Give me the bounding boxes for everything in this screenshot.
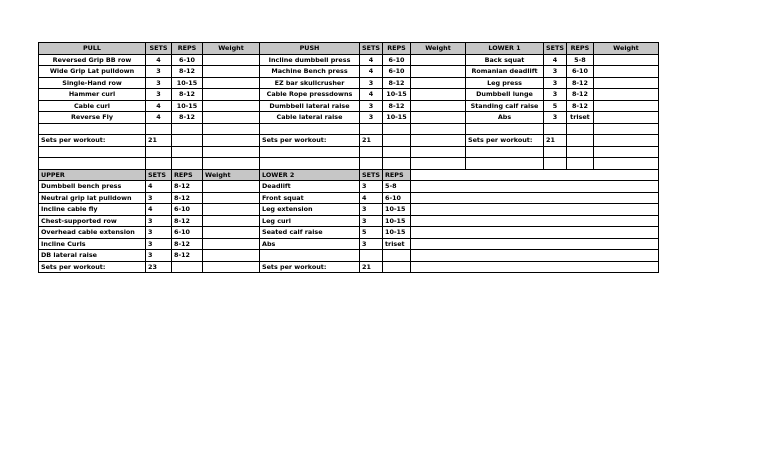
- workout-grid: [38, 42, 659, 273]
- reps-header[interactable]: REPS: [172, 43, 203, 55]
- lower1-exercise-name[interactable]: Abs: [466, 112, 544, 124]
- push-exercise-name[interactable]: Incline dumbbell press: [260, 54, 360, 66]
- empty-row: [39, 146, 659, 158]
- push-exercise-sets[interactable]: 3: [360, 100, 383, 112]
- lower1-exercise-name[interactable]: Leg press: [466, 77, 544, 89]
- blank-area: [411, 181, 659, 193]
- empty-cell[interactable]: [593, 123, 658, 135]
- push-exercise-reps[interactable]: 10-15: [383, 112, 411, 124]
- lower2-exercise-sets[interactable]: 4: [360, 192, 383, 204]
- empty-cell[interactable]: [260, 123, 360, 135]
- push-exercise-sets[interactable]: 4: [360, 66, 383, 78]
- weight-header[interactable]: Weight: [593, 43, 658, 55]
- push-exercise-weight[interactable]: [411, 100, 466, 112]
- exercise-row: [39, 100, 659, 112]
- lower1-header[interactable]: LOWER 1: [466, 43, 544, 55]
- exercise-row: [39, 238, 659, 250]
- pull-total-label[interactable]: Sets per workout:: [39, 135, 146, 147]
- lower1-exercise-weight[interactable]: [593, 66, 658, 78]
- lower1-exercise-sets[interactable]: 5: [544, 100, 567, 112]
- empty-cell[interactable]: [466, 123, 544, 135]
- pull-exercise-sets[interactable]: 4: [146, 54, 172, 66]
- empty-cell[interactable]: [172, 135, 203, 147]
- lower2-exercise-name[interactable]: Leg curl: [260, 215, 360, 227]
- lower1-exercise-reps[interactable]: 8-12: [566, 100, 593, 112]
- empty-cell[interactable]: [172, 158, 203, 170]
- empty-cell[interactable]: [260, 158, 360, 170]
- upper-exercise-name[interactable]: DB lateral raise: [39, 250, 146, 262]
- lower2-exercise-name[interactable]: Seated calf raise: [260, 227, 360, 239]
- exercise-row: [39, 54, 659, 66]
- exercise-row: [39, 112, 659, 124]
- weight-header[interactable]: Weight: [411, 43, 466, 55]
- upper-exercise-weight[interactable]: [203, 238, 260, 250]
- lower2-exercise-sets[interactable]: 5: [360, 227, 383, 239]
- push-exercise-sets[interactable]: 3: [360, 112, 383, 124]
- empty-cell[interactable]: [593, 146, 658, 158]
- pull-exercise-sets[interactable]: 3: [146, 89, 172, 101]
- lower1-exercise-weight[interactable]: [593, 77, 658, 89]
- empty-cell[interactable]: [203, 158, 260, 170]
- empty-row: [39, 158, 659, 170]
- blank-area: [411, 250, 659, 262]
- lower2-exercise-reps[interactable]: 10-15: [383, 227, 411, 239]
- empty-cell[interactable]: [544, 146, 567, 158]
- upper-exercise-weight[interactable]: [203, 215, 260, 227]
- upper-total-sets[interactable]: 23: [146, 261, 172, 273]
- push-exercise-name[interactable]: Cable lateral raise: [260, 112, 360, 124]
- lower1-exercise-reps[interactable]: 8-12: [566, 89, 593, 101]
- upper-exercise-weight[interactable]: [203, 204, 260, 216]
- lower1-exercise-weight[interactable]: [593, 100, 658, 112]
- push-exercise-weight[interactable]: [411, 89, 466, 101]
- pull-exercise-name[interactable]: Wide Grip Lat pulldown: [39, 66, 146, 78]
- upper-exercise-sets[interactable]: 3: [146, 227, 172, 239]
- lower1-exercise-sets[interactable]: 4: [544, 54, 567, 66]
- push-exercise-reps[interactable]: 6-10: [383, 66, 411, 78]
- blank-area: [411, 227, 659, 239]
- lower1-exercise-sets[interactable]: 3: [544, 77, 567, 89]
- empty-cell[interactable]: [383, 135, 411, 147]
- lower2-exercise-reps[interactable]: 10-15: [383, 204, 411, 216]
- lower2-total-label[interactable]: Sets per workout:: [260, 261, 360, 273]
- upper-header[interactable]: UPPER: [39, 169, 146, 181]
- upper-exercise-reps[interactable]: 8-12: [172, 238, 203, 250]
- lower2-exercise-reps[interactable]: 5-8: [383, 181, 411, 193]
- exercise-row: [39, 215, 659, 227]
- blank-area: [411, 261, 659, 273]
- empty-cell[interactable]: [411, 146, 466, 158]
- empty-cell[interactable]: [360, 158, 383, 170]
- lower2-total-sets[interactable]: 21: [360, 261, 383, 273]
- pull-exercise-reps[interactable]: 8-12: [172, 112, 203, 124]
- push-exercise-weight[interactable]: [411, 77, 466, 89]
- reps-header[interactable]: REPS: [566, 43, 593, 55]
- empty-cell[interactable]: [383, 146, 411, 158]
- push-header[interactable]: PUSH: [260, 43, 360, 55]
- upper-exercise-name[interactable]: Incline Curls: [39, 238, 146, 250]
- exercise-row: [39, 250, 659, 262]
- empty-cell[interactable]: [172, 146, 203, 158]
- lower2-exercise-name[interactable]: Deadlift: [260, 181, 360, 193]
- lower1-exercise-name[interactable]: Romanian deadlift: [466, 66, 544, 78]
- lower1-exercise-sets[interactable]: 3: [544, 89, 567, 101]
- pull-exercise-weight[interactable]: [203, 54, 260, 66]
- header-row-bottom: [39, 169, 659, 181]
- lower1-exercise-sets[interactable]: 3: [544, 112, 567, 124]
- lower1-exercise-name[interactable]: Back squat: [466, 54, 544, 66]
- lower2-exercise-sets[interactable]: 3: [360, 215, 383, 227]
- lower1-exercise-weight[interactable]: [593, 89, 658, 101]
- upper-exercise-name[interactable]: Overhead cable extension: [39, 227, 146, 239]
- weight-header[interactable]: Weight: [203, 43, 260, 55]
- lower1-exercise-reps[interactable]: 8-12: [566, 77, 593, 89]
- empty-row: [39, 123, 659, 135]
- pull-total-sets[interactable]: 21: [146, 135, 172, 147]
- empty-cell[interactable]: [203, 261, 260, 273]
- empty-cell[interactable]: [593, 135, 658, 147]
- upper-total-label[interactable]: Sets per workout:: [39, 261, 146, 273]
- pull-exercise-name[interactable]: Reverse Fly: [39, 112, 146, 124]
- lower1-exercise-reps[interactable]: 6-10: [566, 66, 593, 78]
- push-exercise-sets[interactable]: 3: [360, 77, 383, 89]
- exercise-row: [39, 77, 659, 89]
- push-exercise-sets[interactable]: 4: [360, 89, 383, 101]
- empty-cell[interactable]: [146, 123, 172, 135]
- pull-exercise-sets[interactable]: 4: [146, 112, 172, 124]
- exercise-row: [39, 89, 659, 101]
- lower2-exercise-reps[interactable]: triset: [383, 238, 411, 250]
- sets-header[interactable]: SETS: [360, 43, 383, 55]
- lower2-exercise-sets[interactable]: 3: [360, 238, 383, 250]
- empty-cell[interactable]: [383, 250, 411, 262]
- pull-exercise-reps[interactable]: 10-15: [172, 77, 203, 89]
- exercise-row: [39, 66, 659, 78]
- exercise-row: [39, 204, 659, 216]
- pull-exercise-reps[interactable]: 8-12: [172, 89, 203, 101]
- upper-exercise-reps[interactable]: 6-10: [172, 227, 203, 239]
- lower1-exercise-name[interactable]: Dumbbell lunge: [466, 89, 544, 101]
- lower1-total-sets[interactable]: 21: [544, 135, 567, 147]
- push-exercise-reps[interactable]: 8-12: [383, 100, 411, 112]
- upper-exercise-reps[interactable]: 8-12: [172, 250, 203, 262]
- upper-exercise-name[interactable]: Chest-supported row: [39, 215, 146, 227]
- pull-exercise-name[interactable]: Single-Hand row: [39, 77, 146, 89]
- empty-cell[interactable]: [360, 146, 383, 158]
- push-exercise-reps[interactable]: 6-10: [383, 54, 411, 66]
- lower1-exercise-reps[interactable]: 5-8: [566, 54, 593, 66]
- pull-exercise-weight[interactable]: [203, 89, 260, 101]
- sets-header[interactable]: SETS: [544, 43, 567, 55]
- push-exercise-name[interactable]: EZ bar skullcrusher: [260, 77, 360, 89]
- empty-cell[interactable]: [383, 261, 411, 273]
- empty-cell[interactable]: [466, 146, 544, 158]
- upper-exercise-weight[interactable]: [203, 192, 260, 204]
- workout-spreadsheet: [38, 42, 659, 273]
- empty-cell[interactable]: [383, 123, 411, 135]
- exercise-row: [39, 181, 659, 193]
- pull-exercise-weight[interactable]: [203, 66, 260, 78]
- empty-cell[interactable]: [411, 123, 466, 135]
- pull-exercise-reps[interactable]: 6-10: [172, 54, 203, 66]
- lower1-exercise-weight[interactable]: [593, 112, 658, 124]
- upper-exercise-weight[interactable]: [203, 181, 260, 193]
- empty-cell[interactable]: [146, 158, 172, 170]
- pull-exercise-sets[interactable]: 4: [146, 100, 172, 112]
- weight-header[interactable]: Weight: [203, 169, 260, 181]
- empty-cell[interactable]: [39, 146, 146, 158]
- empty-cell[interactable]: [411, 135, 466, 147]
- sets-header[interactable]: SETS: [146, 169, 172, 181]
- blank-area: [411, 238, 659, 250]
- reps-header[interactable]: REPS: [172, 169, 203, 181]
- upper-exercise-reps[interactable]: 8-12: [172, 215, 203, 227]
- upper-exercise-sets[interactable]: 3: [146, 238, 172, 250]
- lower2-exercise-sets[interactable]: 3: [360, 181, 383, 193]
- exercise-row: [39, 227, 659, 239]
- empty-cell[interactable]: [544, 123, 567, 135]
- pull-exercise-weight[interactable]: [203, 77, 260, 89]
- pull-exercise-sets[interactable]: 3: [146, 77, 172, 89]
- pull-exercise-reps[interactable]: 8-12: [172, 66, 203, 78]
- empty-cell[interactable]: [172, 261, 203, 273]
- empty-cell[interactable]: [203, 146, 260, 158]
- empty-cell[interactable]: [172, 123, 203, 135]
- lower2-exercise-reps[interactable]: 10-15: [383, 215, 411, 227]
- exercise-row: [39, 192, 659, 204]
- empty-cell[interactable]: [593, 158, 658, 170]
- empty-cell[interactable]: [203, 135, 260, 147]
- empty-cell[interactable]: [566, 135, 593, 147]
- upper-exercise-sets[interactable]: 4: [146, 181, 172, 193]
- upper-exercise-reps[interactable]: 8-12: [172, 181, 203, 193]
- reps-header[interactable]: REPS: [383, 43, 411, 55]
- lower2-header[interactable]: LOWER 2: [260, 169, 360, 181]
- pull-exercise-name[interactable]: Hammer curl: [39, 89, 146, 101]
- push-exercise-sets[interactable]: 4: [360, 54, 383, 66]
- lower2-exercise-name[interactable]: Abs: [260, 238, 360, 250]
- empty-cell[interactable]: [260, 250, 360, 262]
- push-exercise-weight[interactable]: [411, 112, 466, 124]
- push-exercise-weight[interactable]: [411, 54, 466, 66]
- push-exercise-name[interactable]: Cable Rope pressdowns: [260, 89, 360, 101]
- pull-exercise-sets[interactable]: 3: [146, 66, 172, 78]
- upper-exercise-reps[interactable]: 6-10: [172, 204, 203, 216]
- header-row-top: [39, 43, 659, 55]
- pull-exercise-reps[interactable]: 10-15: [172, 100, 203, 112]
- lower1-exercise-weight[interactable]: [593, 54, 658, 66]
- empty-cell[interactable]: [566, 158, 593, 170]
- blank-area: [411, 169, 659, 181]
- upper-exercise-weight[interactable]: [203, 227, 260, 239]
- empty-cell[interactable]: [383, 158, 411, 170]
- empty-cell[interactable]: [39, 158, 146, 170]
- pull-exercise-weight[interactable]: [203, 112, 260, 124]
- lower1-total-label[interactable]: Sets per workout:: [466, 135, 544, 147]
- empty-cell[interactable]: [566, 146, 593, 158]
- empty-cell[interactable]: [544, 158, 567, 170]
- blank-area: [411, 215, 659, 227]
- empty-cell[interactable]: [466, 158, 544, 170]
- blank-area: [411, 192, 659, 204]
- totals-row-top: [39, 135, 659, 147]
- lower1-exercise-reps[interactable]: triset: [566, 112, 593, 124]
- empty-cell[interactable]: [39, 123, 146, 135]
- sets-header[interactable]: SETS: [146, 43, 172, 55]
- upper-exercise-sets[interactable]: 3: [146, 215, 172, 227]
- lower2-exercise-name[interactable]: Front squat: [260, 192, 360, 204]
- empty-cell[interactable]: [360, 250, 383, 262]
- push-exercise-weight[interactable]: [411, 66, 466, 78]
- push-total-label[interactable]: Sets per workout:: [260, 135, 360, 147]
- empty-cell[interactable]: [566, 123, 593, 135]
- upper-exercise-sets[interactable]: 3: [146, 192, 172, 204]
- upper-exercise-weight[interactable]: [203, 250, 260, 262]
- upper-exercise-reps[interactable]: 8-12: [172, 192, 203, 204]
- empty-cell[interactable]: [146, 146, 172, 158]
- pull-exercise-name[interactable]: Reversed Grip BB row: [39, 54, 146, 66]
- pull-exercise-weight[interactable]: [203, 100, 260, 112]
- lower2-exercise-reps[interactable]: 6-10: [383, 192, 411, 204]
- lower1-exercise-sets[interactable]: 3: [544, 66, 567, 78]
- push-exercise-reps[interactable]: 8-12: [383, 77, 411, 89]
- empty-cell[interactable]: [203, 123, 260, 135]
- lower2-exercise-name[interactable]: Leg extension: [260, 204, 360, 216]
- pull-header[interactable]: PULL: [39, 43, 146, 55]
- blank-area: [411, 204, 659, 216]
- upper-exercise-sets[interactable]: 4: [146, 204, 172, 216]
- upper-exercise-sets[interactable]: 3: [146, 250, 172, 262]
- upper-exercise-name[interactable]: Neutral grip lat pulldown: [39, 192, 146, 204]
- lower1-exercise-name[interactable]: Standing calf raise: [466, 100, 544, 112]
- push-total-sets[interactable]: 21: [360, 135, 383, 147]
- upper-exercise-name[interactable]: Incline cable fly: [39, 204, 146, 216]
- pull-exercise-name[interactable]: Cable curl: [39, 100, 146, 112]
- reps-header[interactable]: REPS: [383, 169, 411, 181]
- sets-header[interactable]: SETS: [360, 169, 383, 181]
- lower2-exercise-sets[interactable]: 3: [360, 204, 383, 216]
- totals-row-bottom: [39, 261, 659, 273]
- push-exercise-name[interactable]: Machine Bench press: [260, 66, 360, 78]
- upper-exercise-name[interactable]: Dumbbell bench press: [39, 181, 146, 193]
- push-exercise-name[interactable]: Dumbbell lateral raise: [260, 100, 360, 112]
- push-exercise-reps[interactable]: 10-15: [383, 89, 411, 101]
- empty-cell[interactable]: [260, 146, 360, 158]
- empty-cell[interactable]: [411, 158, 466, 170]
- empty-cell[interactable]: [360, 123, 383, 135]
